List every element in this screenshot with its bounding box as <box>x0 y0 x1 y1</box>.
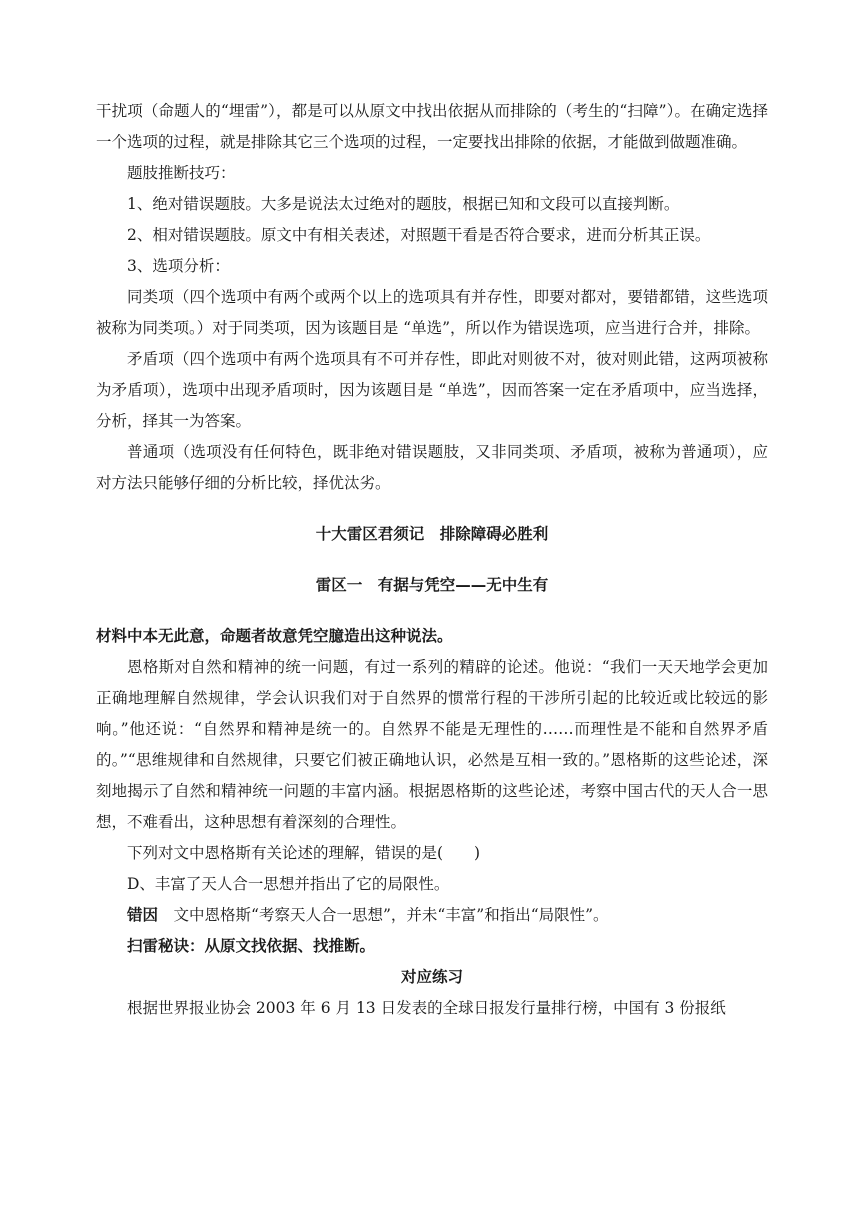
question-text: 下列对文中恩格斯有关论述的理解，错误的是( ) <box>127 844 481 862</box>
zone-definition: 材料中本无此意，命题者故意凭空臆造出这种说法。 <box>96 627 453 645</box>
zone-title: 雷区一 有据与凭空——无中生有 <box>315 576 549 594</box>
normal-option-paragraph: 普通项（选项没有任何特色，既非绝对错误题肢，又非同类项、矛盾项，被称为普通项），应对方法只能够仔细的分析比较，择优汰劣。 <box>96 443 768 492</box>
error-label: 错因 <box>127 906 159 924</box>
error-text: 文中恩格斯“考察天人合一思想”，并未“丰富”和指出“局限性”。 <box>158 906 609 924</box>
tips-title: 题肢推断技巧： <box>127 164 236 182</box>
tip-item-3: 3、选项分析： <box>127 257 230 275</box>
tip-item-1: 1、绝对错误题肢。大多是说法太过绝对的题肢，根据已知和文段可以直接判断。 <box>127 195 680 213</box>
practice-title: 对应练习 <box>400 968 463 986</box>
tip-secret: 扫雷秘诀：从原文找依据、找推断。 <box>127 937 376 955</box>
practice-text: 根据世界报业协会 2003 年 6 月 13 日发表的全球日报发行量排行榜，中国有 3 份报纸 <box>127 999 726 1017</box>
option-d: D、丰富了天人合一思想并指出了它的局限性。 <box>127 875 450 893</box>
spacer <box>96 499 768 519</box>
similar-option-paragraph: 同类项（四个选项中有两个或两个以上的选项具有并存性，即要对都对，要错都错，这些选项被称为同类项。）对于同类项，因为该题目是 “单选”，所以作为错误选项，应当进行合并，排除。 <box>96 288 768 337</box>
document-content <box>96 96 768 1024</box>
section-title: 十大雷区君须记 排除障碍必胜利 <box>315 525 549 543</box>
error-reason <box>96 900 768 931</box>
spacer <box>96 601 768 621</box>
spacer <box>96 550 768 570</box>
intro-paragraph: 干扰项（命题人的“埋雷”），都是可以从原文中找出依据从而排除的（考生的“扫障”）。在确定选择一个选项的过程，就是排除其它三个选项的过程，一定要找出排除的依据，才能做到做题准确。 <box>96 102 768 151</box>
passage-paragraph: 恩格斯对自然和精神的统一问题，有过一系列的精辟的论述。他说：“我们一天天地学会更加正确地理解自然规律，学会认识我们对于自然界的惯常行程的干涉所引起的比较近或比较远的影响。”他还说：“自然界和精神是统一的。自然界不能是无理性的……而理性是不能和自然界矛盾的。”“思维规律和自然规律，只要它们被正确地认识，必然是互相一致的。”恩格斯的这些论述，深刻地揭示了自然和精神统一问题的丰富内涵。根据恩格斯的这些论述，考察中国古代的天人合一思想，不难看出，这种思想有着深刻的合理性。 <box>96 658 768 831</box>
contradict-option-paragraph: 矛盾项（四个选项中有两个选项具有不可并存性，即此对则彼不对，彼对则此错，这两项被称为矛盾项），选项中出现矛盾项时，因为该题目是 “单选”，因而答案一定在矛盾项中，应当选择，分析，择其一为答案。 <box>96 350 768 430</box>
tip-item-2: 2、相对错误题肢。原文中有相关表述，对照题干看是否符合要求，进而分析其正误。 <box>127 226 711 244</box>
